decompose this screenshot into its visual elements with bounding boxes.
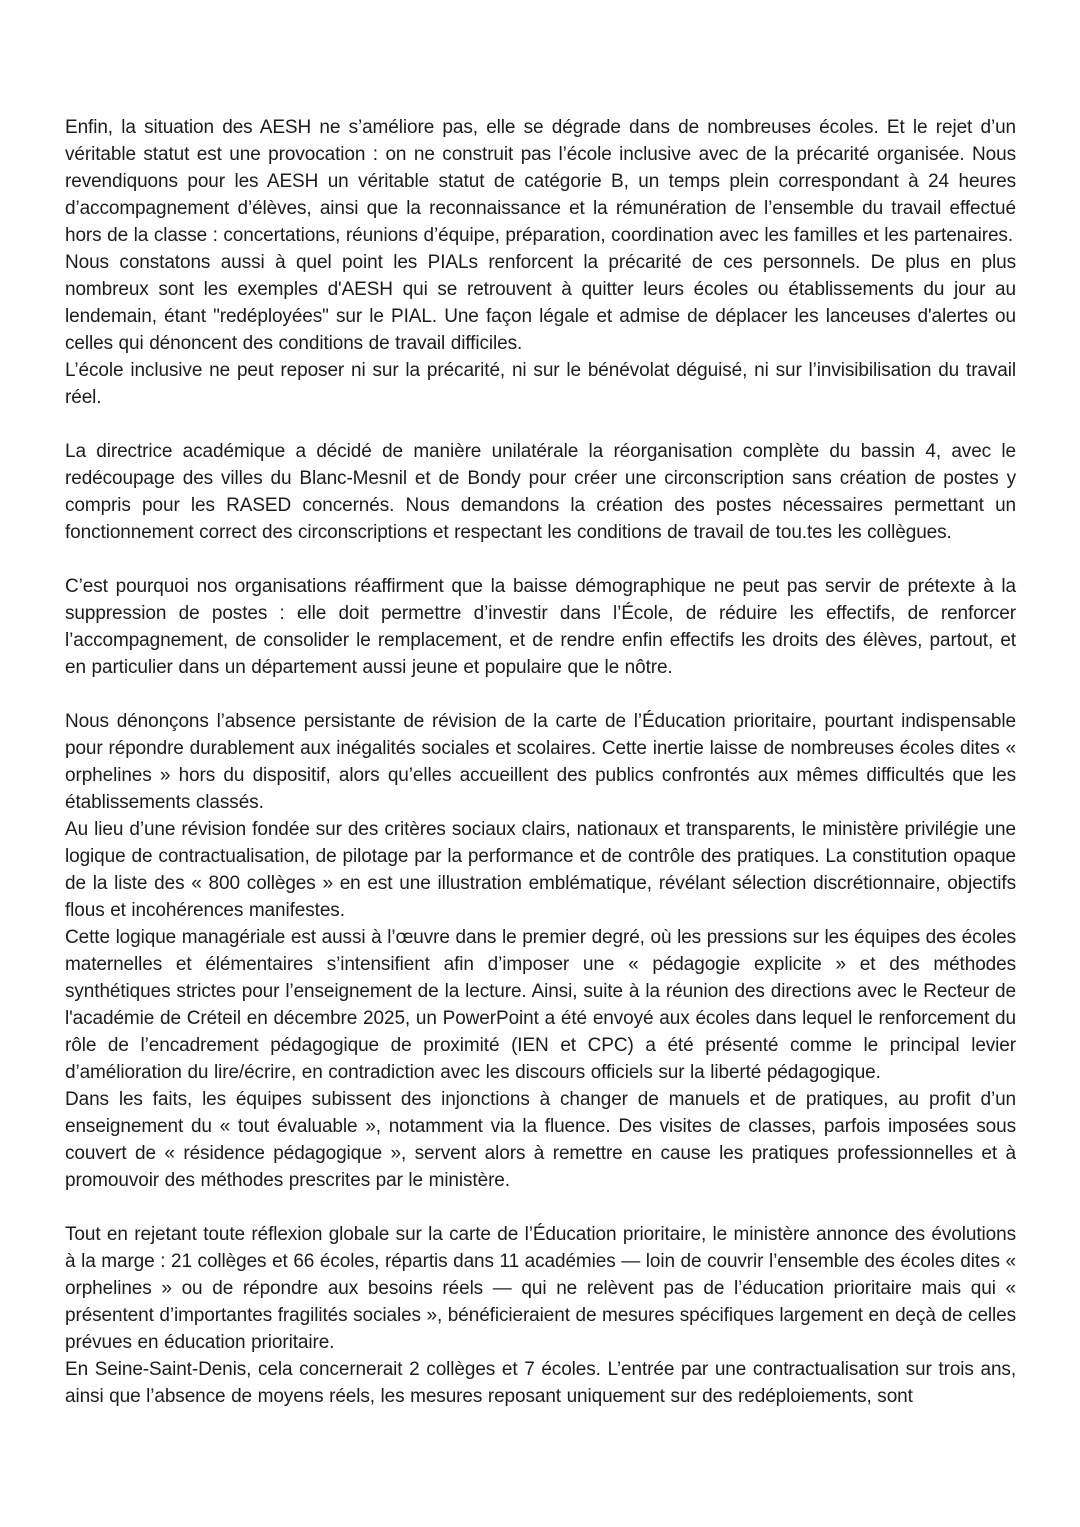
paragraph-baisse-demographique: C’est pourquoi nos organisations réaffirment que la baisse démographique ne peut pas servir de prétexte à la suppression de postes : elle doit permettre d’investir dans l’École, de réduire les effectifs, de renforcer l’accompagnement, de consolider le remplacement, et de rendre enfin effectifs les droits des élèves, partout, et en particulier dans un département aussi jeune et populaire que le nôtre. [65,576,1016,678]
paragraph-800-colleges: Au lieu d’une révision fondée sur des critères sociaux clairs, nationaux et transparents, le ministère privilégie une logique de contractualisation, de pilotage par la performance et de contrôle des pratiques. La constitution opaque de la liste des « 800 collèges » en est une illustration emblématique, révélant sélection discrétionnaire, objectifs flous et incohérences manifestes. [65,819,1016,921]
paragraph-seine-saint-denis: En Seine-Saint-Denis, cela concernerait 2 collèges et 7 écoles. L’entrée par une contractualisation sur trois ans, ainsi que l’absence de moyens réels, les mesures reposant uniquement sur des redéploiements, sont [65,1359,1016,1407]
paragraph-bassin-4-reorganisation: La directrice académique a décidé de manière unilatérale la réorganisation complète du bassin 4, avec le redécoupage des villes du Blanc-Mesnil et de Bondy pour créer une circonscription sans création de postes y compris pour les RASED concernés. Nous demandons la création des postes nécessaires permettant un fonctionnement correct des circonscriptions et respectant les conditions de travail de tou.tes les collègues. [65,441,1016,543]
paragraph-education-prioritaire-revision: Nous dénonçons l’absence persistante de révision de la carte de l’Éducation prioritaire, pourtant indispensable pour répondre durablement aux inégalités sociales et scolaires. Cette inertie laisse de nombreuses écoles dites « orphelines » hors du dispositif, alors qu’elles accueillent des publics confrontés aux mêmes difficultés que les établissements classés. [65,711,1016,813]
document-body-text [65,114,1016,1410]
paragraph-injonctions-manuels: Dans les faits, les équipes subissent des injonctions à changer de manuels et de pratiques, au profit d’un enseignement du « tout évaluable », notamment via la fluence. Des visites de classes, parfois imposées sous couvert de « résidence pédagogique », servent alors à remettre en cause les pratiques professionnelles et à promouvoir des méthodes prescrites par le ministère. [65,1089,1016,1191]
paragraph-evolutions-a-la-marge: Tout en rejetant toute réflexion globale sur la carte de l’Éducation prioritaire, le ministère annonce des évolutions à la marge : 21 collèges et 66 écoles, répartis dans 11 académies — loin de couvrir l’ensemble des écoles dites « orphelines » ou de répondre aux besoins réels — qui ne relèvent pas de l’éducation prioritaire mais qui « présentent d’importantes fragilités sociales », bénéficieraient de mesures spécifiques largement en deçà de celles prévues en éducation prioritaire. [65,1224,1016,1353]
paragraph-pials-precarite: Nous constatons aussi à quel point les PIALs renforcent la précarité de ces personnels. De plus en plus nombreux sont les exemples d'AESH qui se retrouvent à quitter leurs écoles ou établissements du jour au lendemain, étant "redéployées" sur le PIAL. Une façon légale et admise de déplacer les lanceuses d'alertes ou celles qui dénoncent des conditions de travail difficiles. [65,252,1016,354]
paragraph-ecole-inclusive: L’école inclusive ne peut reposer ni sur la précarité, ni sur le bénévolat déguisé, ni sur l’invisibilisation du travail réel. [65,360,1016,408]
paragraph-logique-manageriale-premier-degre: Cette logique managériale est aussi à l’œuvre dans le premier degré, où les pressions sur les équipes des écoles maternelles et élémentaires s’intensifient afin d’imposer une « pédagogie explicite » et des méthodes synthétiques strictes pour l’enseignement de la lecture. Ainsi, suite à la réunion des directions avec le Recteur de l'académie de Créteil en décembre 2025, un PowerPoint a été envoyé aux écoles dans lequel le renforcement du rôle de l’encadrement pédagogique de proximité (IEN et CPC) a été présenté comme le principal levier d’amélioration du lire/écrire, en contradiction avec les discours officiels sur la liberté pédagogique. [65,927,1016,1083]
paragraph-aesh-situation: Enfin, la situation des AESH ne s’améliore pas, elle se dégrade dans de nombreuses écoles. Et le rejet d’un véritable statut est une provocation : on ne construit pas l’école inclusive avec de la précarité organisée. Nous revendiquons pour les AESH un véritable statut de catégorie B, un temps plein correspondant à 24 heures d’accompagnement d’élèves, ainsi que la reconnaissance et la rémunération de l’ensemble du travail effectué hors de la classe : concertations, réunions d’équipe, préparation, coordination avec les familles et les partenaires. [65,117,1016,246]
